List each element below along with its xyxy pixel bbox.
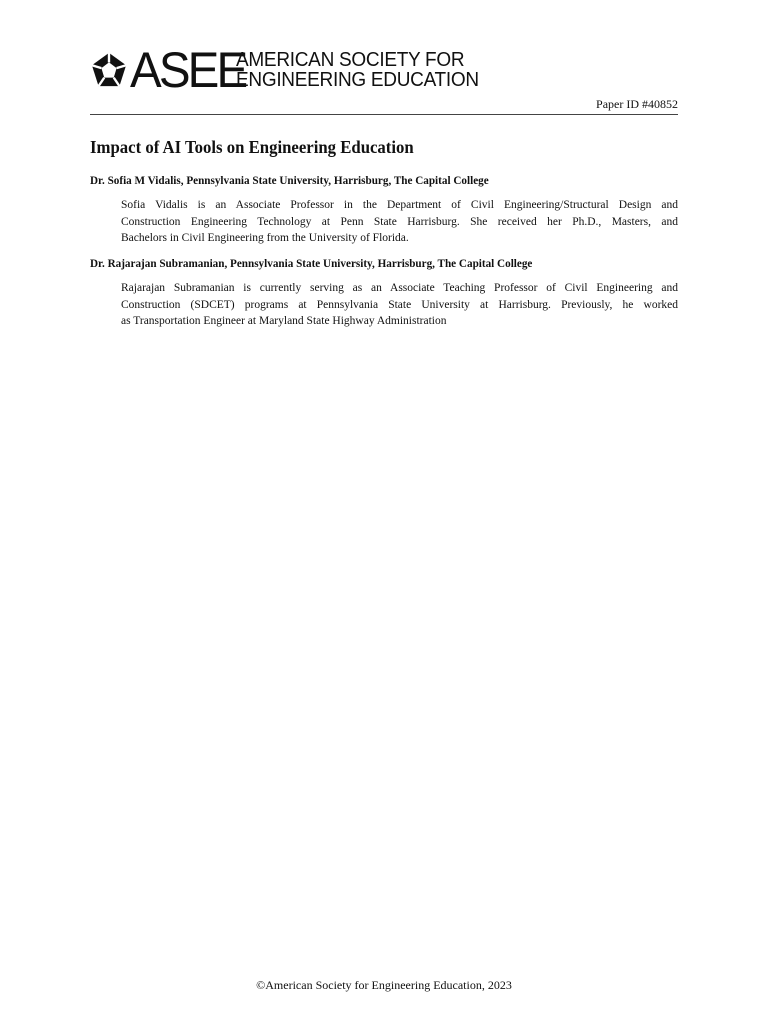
author-bio bbox=[121, 197, 678, 247]
asee-logo bbox=[90, 42, 492, 98]
logo-acronym: ASEE bbox=[130, 42, 246, 98]
bio-line: Rajarajan Subramanian is currently serving as an Associate Teaching Professor of Civil Engineering and bbox=[121, 282, 678, 294]
asee-pinwheel-icon bbox=[90, 51, 128, 89]
author-bio bbox=[121, 280, 678, 330]
paper-title: Impact of AI Tools on Engineering Education bbox=[90, 137, 414, 157]
author-name: Dr. Rajarajan Subramanian, Pennsylvania State University, Harrisburg, The Capital College bbox=[90, 256, 533, 270]
header-rule bbox=[90, 114, 678, 115]
bio-line: Construction (SDCET) programs at Pennsylvania State University at Harrisburg. Previously, he worked bbox=[121, 298, 678, 311]
bio-line: as Transportation Engineer at Maryland State Highway Administration bbox=[121, 315, 447, 327]
org-name-line: ENGINEERING EDUCATION bbox=[236, 69, 479, 91]
org-name bbox=[236, 50, 492, 90]
bio-line: Sofia Vidalis is an Associate Professor in the Department of Civil Engineering/Structural Design and bbox=[121, 199, 678, 211]
org-name-line: AMERICAN SOCIETY FOR bbox=[236, 49, 465, 71]
paper-id: Paper ID #40852 bbox=[596, 97, 678, 111]
copyright-footer: ©American Society for Engineering Education, 2023 bbox=[256, 978, 512, 992]
author-name: Dr. Sofia M Vidalis, Pennsylvania State University, Harrisburg, The Capital College bbox=[90, 173, 489, 187]
bio-line: Construction Engineering Technology at Penn State Harrisburg. She received her Ph.D., Masters, and bbox=[121, 215, 678, 228]
bio-line: Bachelors in Civil Engineering from the University of Florida. bbox=[121, 232, 409, 244]
